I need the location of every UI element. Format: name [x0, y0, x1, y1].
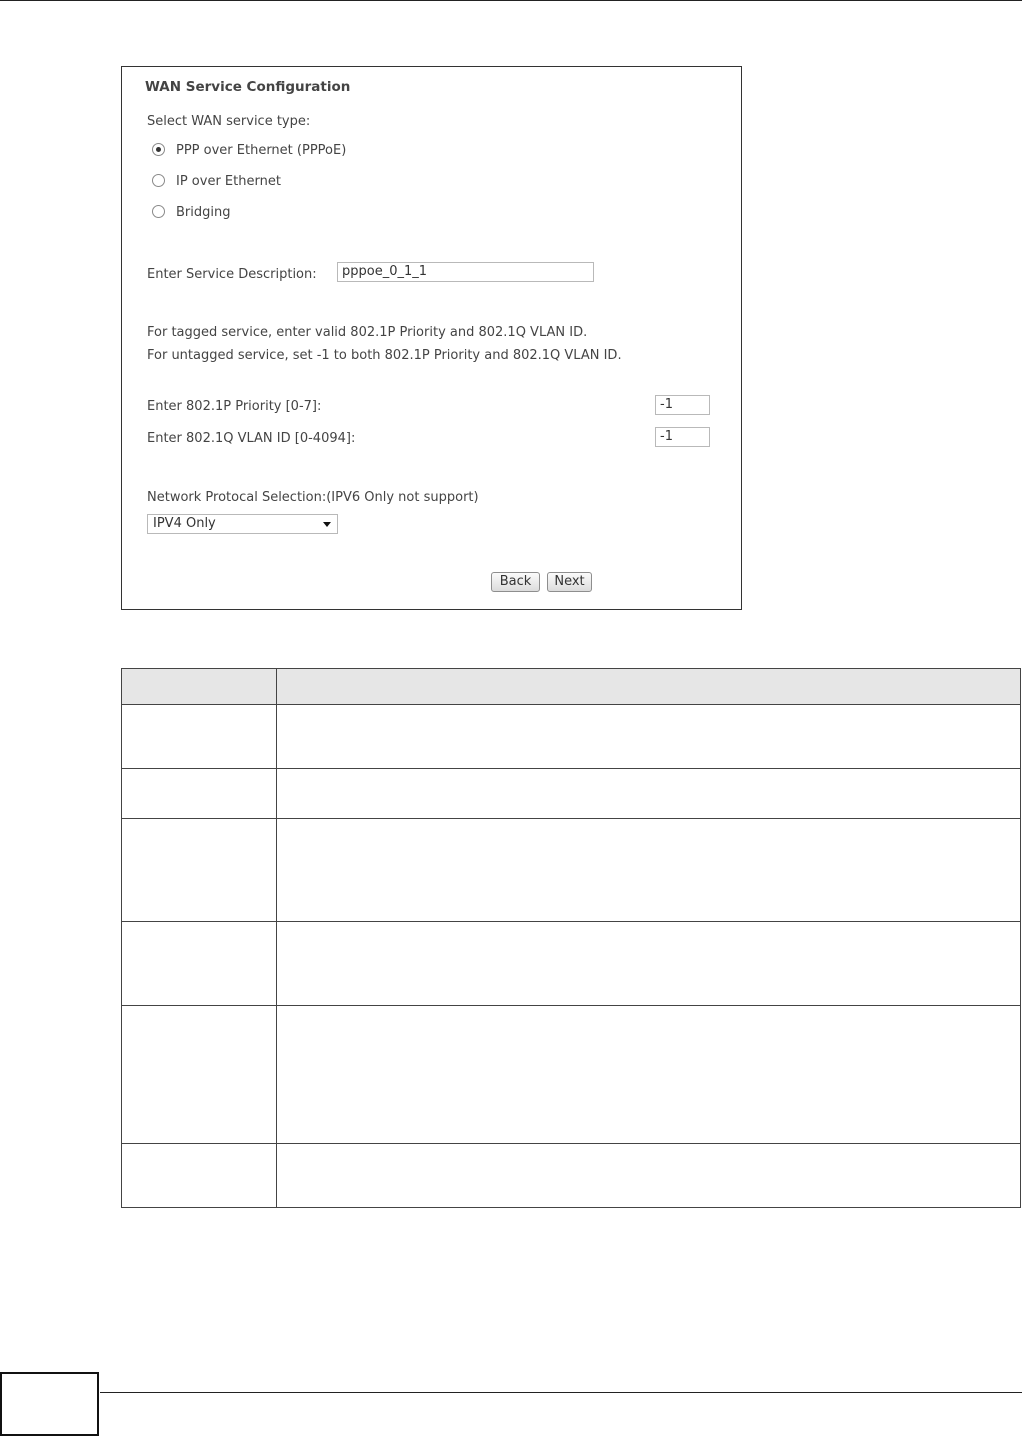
- service-description-input[interactable]: pppoe_0_1_1: [337, 262, 594, 282]
- table-header-row: [122, 669, 1021, 705]
- radio-pppoe-label[interactable]: PPP over Ethernet (PPPoE): [176, 143, 347, 158]
- table-cell: [277, 819, 1021, 922]
- table-cell: [122, 1144, 277, 1208]
- table-header-cell: [277, 669, 1021, 705]
- radio-ipoe[interactable]: [152, 174, 165, 187]
- chevron-down-icon: [323, 522, 331, 527]
- radio-ipoe-label[interactable]: IP over Ethernet: [176, 174, 281, 189]
- service-description-label: Enter Service Description:: [147, 267, 317, 282]
- table-cell: [122, 1006, 277, 1144]
- protocol-select-value: IPV4 Only: [153, 516, 216, 531]
- radio-bridging-label[interactable]: Bridging: [176, 205, 231, 220]
- table-row: [122, 705, 1021, 769]
- table-row: [122, 1006, 1021, 1144]
- table-cell: [122, 922, 277, 1006]
- tagged-service-note: For tagged service, enter valid 802.1P Priority and 802.1Q VLAN ID.: [147, 325, 588, 340]
- header-rule: [0, 0, 1022, 1]
- vlan-id-input[interactable]: -1: [655, 427, 710, 447]
- table-cell: [277, 1144, 1021, 1208]
- table-cell: [277, 922, 1021, 1006]
- table-cell: [277, 769, 1021, 819]
- radio-bridging[interactable]: [152, 205, 165, 218]
- vlan-id-label: Enter 802.1Q VLAN ID [0-4094]:: [147, 431, 356, 446]
- table-header-cell: [122, 669, 277, 705]
- radio-pppoe[interactable]: [152, 143, 165, 156]
- panel-title: WAN Service Configuration: [145, 79, 351, 95]
- table-cell: [122, 769, 277, 819]
- page-number-box: [0, 1372, 99, 1436]
- protocol-selection-label: Network Protocal Selection:(IPV6 Only not support): [147, 490, 479, 505]
- priority-input[interactable]: -1: [655, 395, 710, 415]
- back-button[interactable]: Back: [491, 572, 540, 592]
- untagged-service-note: For untagged service, set -1 to both 802.1P Priority and 802.1Q VLAN ID.: [147, 348, 622, 363]
- table-row: [122, 1144, 1021, 1208]
- service-type-label: Select WAN service type:: [147, 114, 311, 129]
- protocol-select[interactable]: [147, 514, 338, 534]
- table-cell: [277, 1006, 1021, 1144]
- table-row: [122, 769, 1021, 819]
- table-row: [122, 922, 1021, 1006]
- table-row: [122, 819, 1021, 922]
- table-cell: [122, 705, 277, 769]
- table-cell: [122, 819, 277, 922]
- footer-rule: [100, 1392, 1022, 1393]
- priority-label: Enter 802.1P Priority [0-7]:: [147, 399, 322, 414]
- wan-service-configuration-panel: [121, 66, 742, 610]
- next-button[interactable]: Next: [547, 572, 592, 592]
- table-cell: [277, 705, 1021, 769]
- field-description-table: [121, 668, 1021, 1208]
